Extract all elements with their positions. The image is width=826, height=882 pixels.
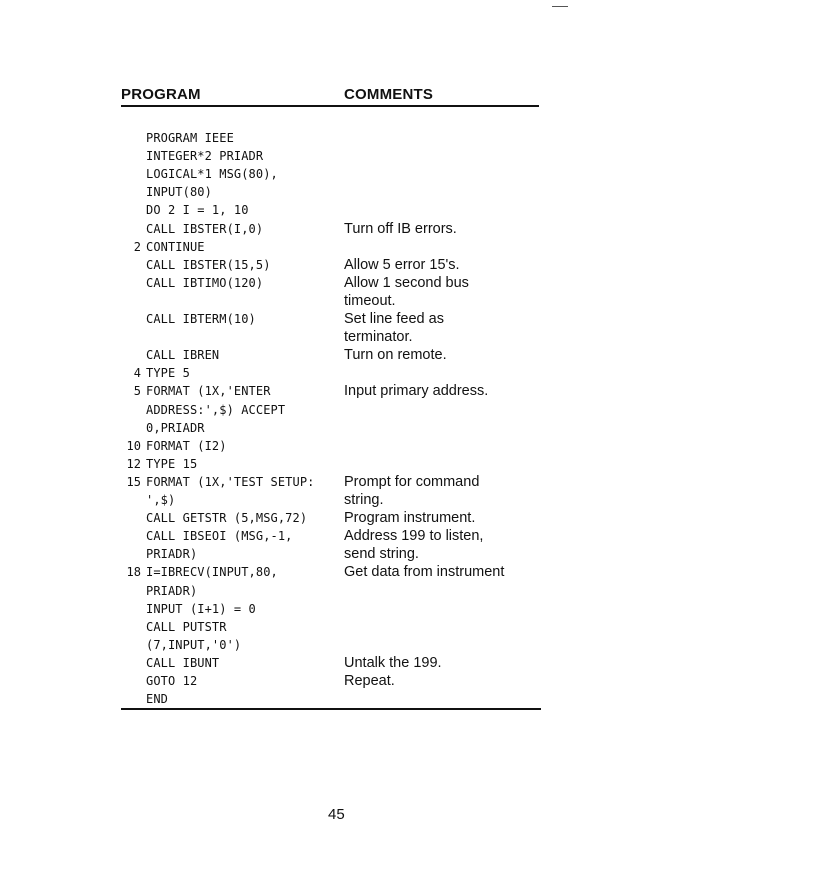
code-text: FORMAT (1X,'ENTER: [146, 384, 271, 399]
listing-line: [0, 654, 826, 672]
listing-line: [0, 527, 826, 545]
listing-line: [0, 129, 826, 147]
code-text: INPUT (I+1) = 0: [146, 601, 256, 616]
comment-text: Set line feed as: [344, 311, 444, 327]
code-text: CALL PUTSTR: [146, 619, 227, 634]
code-text: (7,INPUT,'0'): [146, 637, 242, 652]
listing-line: [0, 183, 826, 201]
header-rule: [121, 105, 539, 107]
code-text: PRIADR): [146, 547, 198, 562]
listing-line: [0, 382, 826, 400]
comment-text: Address 199 to listen,: [344, 528, 484, 545]
statement-label: 18: [126, 565, 141, 580]
listing-line: [0, 147, 826, 165]
code-text: TYPE 5: [146, 366, 190, 381]
comment-text: Allow 1 second bus: [344, 274, 469, 291]
listing-line: [0, 473, 826, 491]
listing-line: [0, 690, 826, 708]
comment-text: Allow 5 error 15's.: [344, 256, 460, 273]
code-text: CALL IBREN: [146, 348, 220, 363]
listing-line: [0, 437, 826, 455]
listing-line: [0, 401, 826, 419]
code-text: CONTINUE: [146, 239, 205, 254]
code-text: CALL IBUNT: [146, 655, 220, 670]
comment-text: timeout.: [344, 292, 396, 309]
code-text: FORMAT (1X,'TEST SETUP:: [146, 474, 315, 489]
code-text: ',$): [146, 493, 176, 507]
statement-label: 5: [133, 384, 141, 399]
code-text: CALL IBSTER(I,0): [146, 221, 264, 236]
comment-text: terminator.: [344, 329, 413, 346]
listing-line: [0, 165, 826, 183]
listing-line: [0, 509, 826, 527]
comment-text: Turn off IB errors.: [344, 220, 457, 237]
listing-line: [0, 201, 826, 219]
code-text: PRIADR): [146, 583, 198, 598]
code-text: ADDRESS:',$) ACCEPT: [146, 402, 286, 417]
page-number: 45: [328, 806, 345, 823]
listing-line: [0, 600, 826, 618]
comments-column-header: COMMENTS: [344, 86, 434, 103]
listing-line: [0, 582, 826, 600]
code-text: END: [146, 692, 168, 707]
code-text: TYPE 15: [146, 456, 198, 471]
listing-line: [0, 545, 826, 563]
listing-line: [0, 419, 826, 437]
statement-label: 2: [133, 239, 141, 254]
code-text: CALL IBTERM(10): [146, 312, 256, 326]
comment-text: Prompt for command: [344, 473, 480, 490]
statement-label: 4: [133, 366, 141, 381]
code-text: INPUT(80): [146, 185, 212, 200]
code-text: CALL GETSTR (5,MSG,72): [146, 511, 308, 526]
statement-label: 10: [126, 438, 141, 453]
comment-text: Input primary address.: [344, 383, 489, 400]
footer-rule: [121, 708, 541, 710]
listing-line: [0, 491, 826, 509]
comment-text: send string.: [344, 546, 419, 563]
corner-mark: [552, 6, 568, 7]
listing-line: [0, 455, 826, 473]
comment-text: Get data from instrument: [344, 564, 505, 581]
statement-label: 12: [126, 456, 141, 471]
code-text: GOTO 12: [146, 674, 198, 688]
code-text: 0,PRIADR: [146, 420, 205, 435]
code-text: FORMAT (I2): [146, 438, 227, 453]
listing-line: [0, 563, 826, 581]
listing-line: [0, 346, 826, 364]
code-text: INTEGER*2 PRIADR: [146, 149, 264, 164]
listing-line: [0, 256, 826, 274]
listing-line: [0, 328, 826, 346]
code-text: PROGRAM IEEE: [146, 131, 234, 145]
listing-line: [0, 672, 826, 690]
comment-text: Repeat.: [344, 673, 395, 689]
listing-line: [0, 220, 826, 238]
code-text: LOGICAL*1 MSG(80),: [146, 167, 278, 182]
program-column-header: PROGRAM: [121, 86, 201, 103]
listing-line: [0, 364, 826, 382]
comment-text: Program instrument.: [344, 510, 476, 527]
code-text: CALL IBSTER(15,5): [146, 257, 271, 272]
code-text: CALL IBSEOI (MSG,-1,: [146, 529, 293, 544]
listing-line: [0, 618, 826, 636]
code-text: I=IBRECV(INPUT,80,: [146, 565, 278, 580]
statement-label: 15: [126, 474, 141, 489]
listing-line: [0, 310, 826, 328]
listing-line: [0, 238, 826, 256]
comment-text: string.: [344, 492, 384, 508]
code-text: DO 2 I = 1, 10: [146, 203, 249, 218]
listing-line: [0, 292, 826, 310]
comment-text: Turn on remote.: [344, 347, 447, 364]
listing-line: [0, 274, 826, 292]
code-text: CALL IBTIMO(120): [146, 275, 264, 290]
comment-text: Untalk the 199.: [344, 654, 442, 671]
listing-line: [0, 636, 826, 654]
